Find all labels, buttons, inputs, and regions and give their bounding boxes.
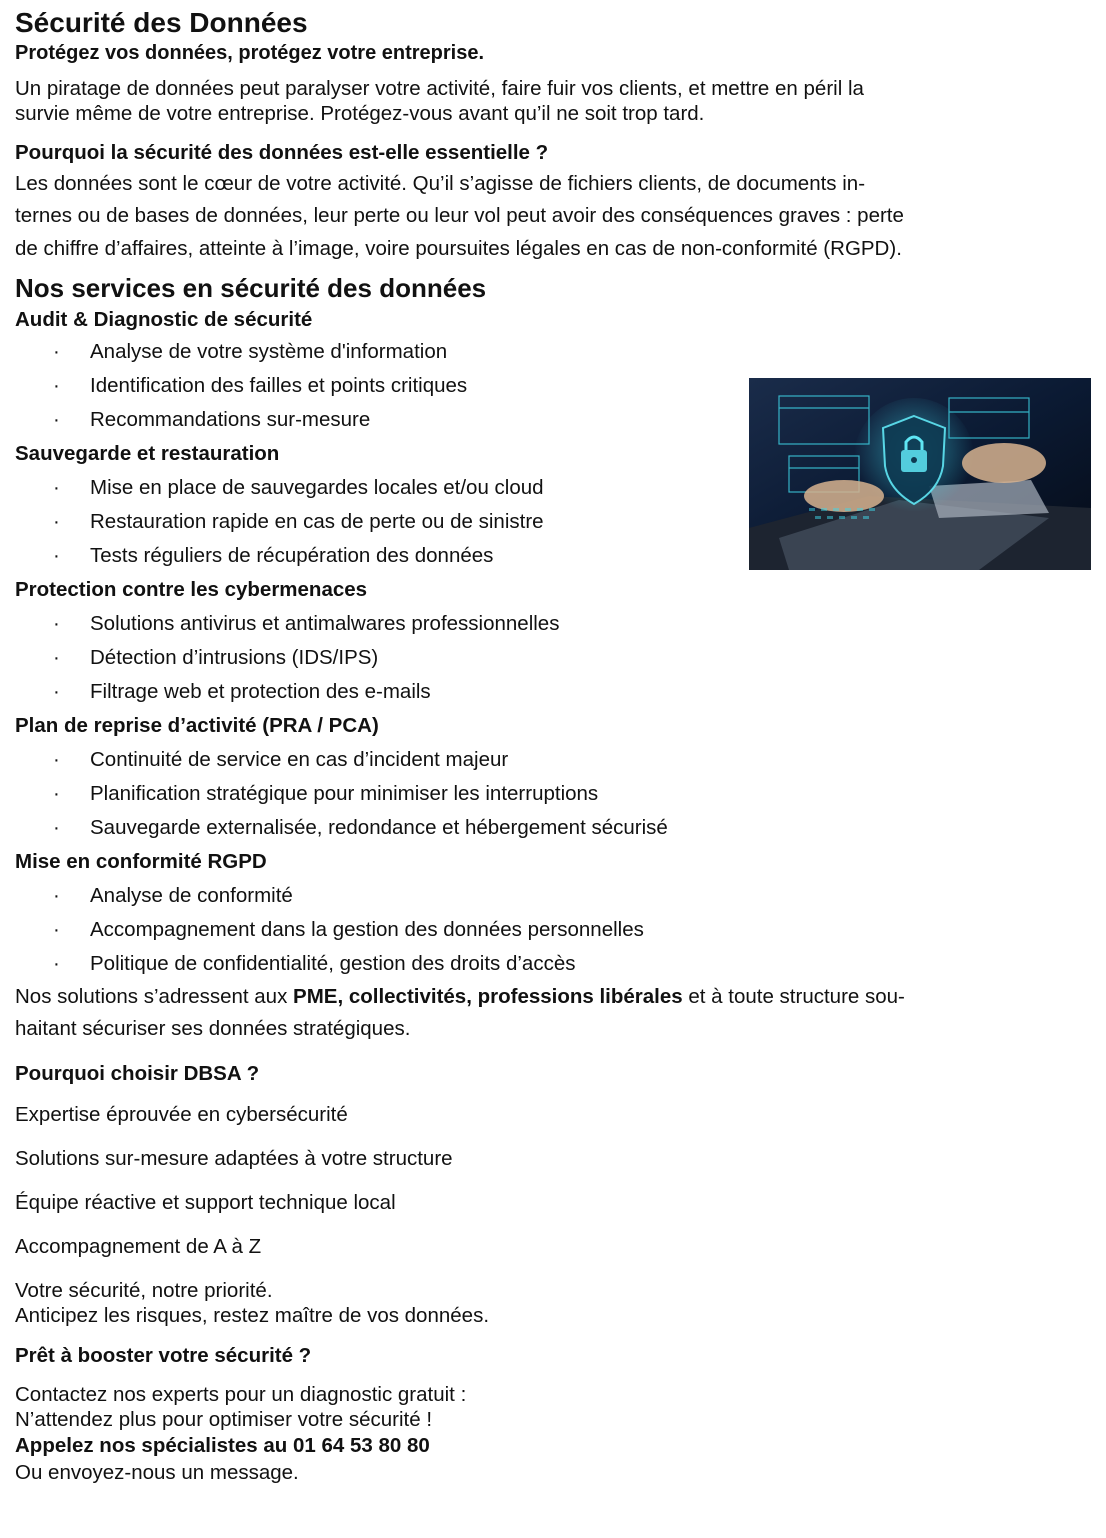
bullet: ·: [53, 374, 60, 397]
bullet: ·: [53, 340, 60, 363]
list-item: [15, 777, 1091, 811]
service-group-title: Mise en conformité RGPD: [15, 850, 267, 873]
cta-line-2: N’attendez plus pour optimiser votre sécurité !: [15, 1408, 433, 1431]
list-item-text: Analyse de votre système d'information: [90, 340, 448, 363]
list-item: [15, 607, 1091, 641]
service-group-rgpd: [15, 845, 1091, 981]
choose-item: Équipe réactive et support technique local: [15, 1191, 396, 1214]
bullet: ·: [53, 748, 60, 771]
list-item: [15, 947, 1091, 981]
choose-item: Expertise éprouvée en cybersécurité: [15, 1103, 348, 1126]
services-heading: Nos services en sécurité des données: [15, 273, 487, 303]
intro-line-1: Un piratage de données peut paralyser votre activité, faire fuir vos clients, et mettre en péril la: [15, 77, 864, 100]
bullet: ·: [53, 544, 60, 567]
security-laptop-photo: [749, 378, 1091, 570]
audience-pre: Nos solutions s’adressent aux: [15, 985, 294, 1008]
list-item-text: Sauvegarde externalisée, redondance et hébergement sécurisé: [90, 816, 668, 839]
list-item: [15, 675, 1091, 709]
list-item-text: Filtrage web et protection des e-mails: [90, 680, 431, 703]
list-item: [15, 913, 1091, 947]
service-group-title: Sauvegarde et restauration: [15, 442, 280, 465]
slogan-line-1: Votre sécurité, notre priorité.: [15, 1279, 273, 1302]
service-group-title: Protection contre les cybermenaces: [15, 578, 368, 601]
bullet: ·: [53, 680, 60, 703]
document: [15, 6, 1091, 1485]
cta-phone: Appelez nos spécialistes au 01 64 53 80 80: [15, 1434, 430, 1457]
audience-bold: PME, collectivités, professions libérales: [293, 985, 683, 1008]
intro-line-2: survie même de votre entreprise. Protégez-vous avant qu’il ne soit trop tard.: [15, 102, 705, 125]
why-line-3: de chiffre d’affaires, atteinte à l’image, voire poursuites légales en cas de non-conformité (RGPD).: [15, 237, 902, 260]
service-group-title: Plan de reprise d’activité (PRA / PCA): [15, 714, 379, 737]
page-subtitle: Protégez vos données, protégez votre entreprise.: [15, 42, 485, 64]
list-item-text: Mise en place de sauvegardes locales et/ou cloud: [90, 476, 544, 499]
bullet: ·: [53, 918, 60, 941]
audience-line-1: [15, 981, 1091, 1013]
bullet: ·: [53, 816, 60, 839]
bullet: ·: [53, 884, 60, 907]
list-item-text: Recommandations sur-mesure: [90, 408, 371, 431]
why-heading: Pourquoi la sécurité des données est-elle essentielle ?: [15, 141, 549, 164]
list-item: [15, 811, 1091, 845]
list-item-text: Planification stratégique pour minimiser les interruptions: [90, 782, 599, 805]
bullet: ·: [53, 952, 60, 975]
cta-heading: Prêt à booster votre sécurité ?: [15, 1344, 312, 1367]
bullet: ·: [53, 476, 60, 499]
list-item-text: Politique de confidentialité, gestion des droits d’accès: [90, 952, 576, 975]
page-title: Sécurité des Données: [15, 7, 308, 38]
cta-line-1: Contactez nos experts pour un diagnostic gratuit :: [15, 1383, 467, 1406]
list-item-text: Accompagnement dans la gestion des données personnelles: [90, 918, 644, 941]
list-item-text: Détection d’intrusions (IDS/IPS): [90, 646, 379, 669]
list-item: [15, 743, 1091, 777]
list-item-text: Solutions antivirus et antimalwares professionnelles: [90, 612, 560, 635]
bullet: ·: [53, 782, 60, 805]
service-group-title: Audit & Diagnostic de sécurité: [15, 308, 313, 331]
audience-line-2: haitant sécuriser ses données stratégiques.: [15, 1017, 411, 1040]
service-group-pra: [15, 709, 1091, 845]
bullet: ·: [53, 612, 60, 635]
choose-item: Accompagnement de A à Z: [15, 1235, 262, 1258]
list-item-text: Identification des failles et points critiques: [90, 374, 468, 397]
list-item: [15, 641, 1091, 675]
cta-line-4: Ou envoyez-nous un message.: [15, 1461, 299, 1484]
list-item-text: Restauration rapide en cas de perte ou de sinistre: [90, 510, 544, 533]
choose-item: Solutions sur-mesure adaptées à votre structure: [15, 1147, 453, 1170]
bullet: ·: [53, 510, 60, 533]
choose-heading: Pourquoi choisir DBSA ?: [15, 1062, 260, 1085]
list-item-text: Analyse de conformité: [90, 884, 293, 907]
why-line-2: ternes ou de bases de données, leur perte ou leur vol peut avoir des conséquences graves : perte: [15, 204, 904, 227]
list-item-text: Tests réguliers de récupération des données: [90, 544, 494, 567]
service-group-protection: [15, 573, 1091, 709]
slogan-line-2: Anticipez les risques, restez maître de vos données.: [15, 1304, 490, 1327]
photo-illustration: [749, 378, 1091, 570]
list-item: [15, 335, 1091, 369]
why-line-1: Les données sont le cœur de votre activité. Qu’il s’agisse de fichiers clients, de documents in-: [15, 172, 866, 195]
bullet: ·: [53, 408, 60, 431]
bullet: ·: [53, 646, 60, 669]
list-item: [15, 879, 1091, 913]
list-item-text: Continuité de service en cas d’incident majeur: [90, 748, 509, 771]
audience-post: et à toute structure sou-: [682, 985, 905, 1008]
